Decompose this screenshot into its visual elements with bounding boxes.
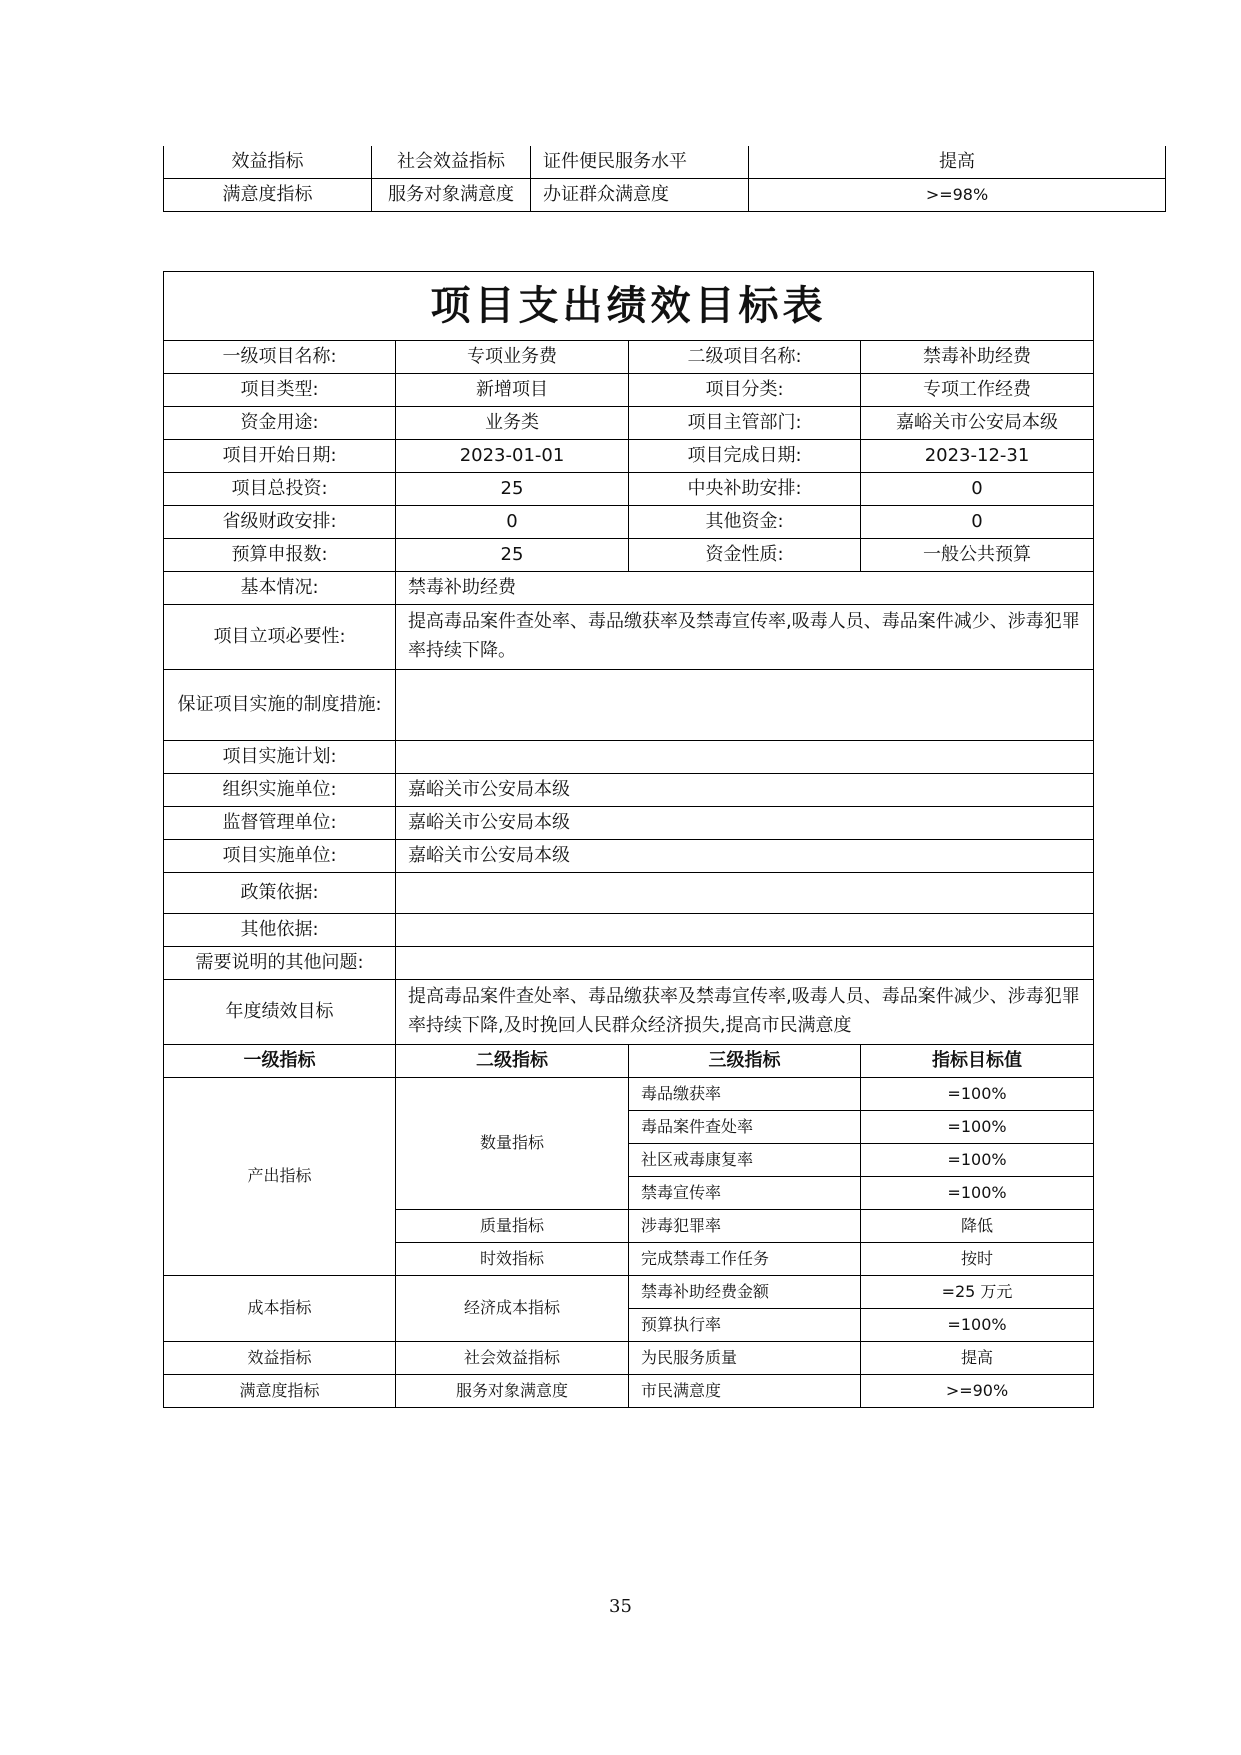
field-label: 组织实施单位: <box>164 774 396 807</box>
cell: 满意度指标 <box>164 179 372 212</box>
field-value: 禁毒补助经费 <box>861 341 1094 374</box>
field-label: 省级财政安排: <box>164 506 396 539</box>
field-value: 一般公共预算 <box>861 539 1094 572</box>
field-value: 禁毒补助经费 <box>396 572 1094 605</box>
indicator-name: 为民服务质量 <box>629 1342 861 1375</box>
table-row <box>164 473 1094 506</box>
cell: 社会效益指标 <box>372 146 531 179</box>
field-label: 项目开始日期: <box>164 440 396 473</box>
indicator-subgroup: 经济成本指标 <box>396 1276 629 1342</box>
table-row <box>164 539 1094 572</box>
indicator-target: 降低 <box>861 1210 1094 1243</box>
table-row <box>164 807 1094 840</box>
field-value: 0 <box>861 473 1094 506</box>
field-label: 项目分类: <box>629 374 861 407</box>
cell: 提高 <box>749 146 1166 179</box>
table-row <box>164 1078 1094 1111</box>
column-header: 指标目标值 <box>861 1045 1094 1078</box>
column-header: 三级指标 <box>629 1045 861 1078</box>
field-value: 嘉峪关市公安局本级 <box>396 840 1094 873</box>
page-number: 35 <box>609 1596 632 1617</box>
field-value: 新增项目 <box>396 374 629 407</box>
indicator-group: 效益指标 <box>164 1342 396 1375</box>
indicator-group: 产出指标 <box>164 1078 396 1276</box>
field-value: 0 <box>861 506 1094 539</box>
table-row <box>164 1276 1094 1309</box>
form-title: 项目支出绩效目标表 <box>164 272 1094 341</box>
indicator-name: 毒品案件查处率 <box>629 1111 861 1144</box>
table-row <box>164 980 1094 1045</box>
indicator-group: 成本指标 <box>164 1276 396 1342</box>
field-value: 嘉峪关市公安局本级 <box>396 807 1094 840</box>
table-row <box>164 179 1166 212</box>
table-row <box>164 1375 1094 1408</box>
column-header: 二级指标 <box>396 1045 629 1078</box>
field-value <box>396 947 1094 980</box>
field-label: 资金用途: <box>164 407 396 440</box>
table-row <box>164 605 1094 670</box>
indicator-name: 禁毒补助经费金额 <box>629 1276 861 1309</box>
field-label: 监督管理单位: <box>164 807 396 840</box>
field-label: 其他资金: <box>629 506 861 539</box>
field-label: 其他依据: <box>164 914 396 947</box>
field-value: 业务类 <box>396 407 629 440</box>
indicator-target: =100% <box>861 1111 1094 1144</box>
field-value: 25 <box>396 539 629 572</box>
table-row <box>164 341 1094 374</box>
cell: 办证群众满意度 <box>531 179 749 212</box>
field-label: 中央补助安排: <box>629 473 861 506</box>
indicator-target: =25 万元 <box>861 1276 1094 1309</box>
field-label: 项目完成日期: <box>629 440 861 473</box>
cell: 证件便民服务水平 <box>531 146 749 179</box>
indicator-target: 提高 <box>861 1342 1094 1375</box>
cell: 服务对象满意度 <box>372 179 531 212</box>
field-label: 项目总投资: <box>164 473 396 506</box>
field-label: 预算申报数: <box>164 539 396 572</box>
field-value <box>396 741 1094 774</box>
field-value <box>396 670 1094 741</box>
field-label: 一级项目名称: <box>164 341 396 374</box>
cell: 效益指标 <box>164 146 372 179</box>
prev-indicator-table <box>163 146 1166 212</box>
indicator-subgroup: 社会效益指标 <box>396 1342 629 1375</box>
cell: >=98% <box>749 179 1166 212</box>
indicator-name: 市民满意度 <box>629 1375 861 1408</box>
indicator-name: 完成禁毒工作任务 <box>629 1243 861 1276</box>
field-label: 保证项目实施的制度措施: <box>164 670 396 741</box>
field-label: 年度绩效目标 <box>164 980 396 1045</box>
field-label: 项目实施计划: <box>164 741 396 774</box>
field-value <box>396 873 1094 914</box>
table-row <box>164 914 1094 947</box>
indicator-subgroup: 服务对象满意度 <box>396 1375 629 1408</box>
field-value: 嘉峪关市公安局本级 <box>861 407 1094 440</box>
table-row <box>164 741 1094 774</box>
table-row <box>164 840 1094 873</box>
field-label: 基本情况: <box>164 572 396 605</box>
indicator-target: =100% <box>861 1309 1094 1342</box>
field-label: 项目实施单位: <box>164 840 396 873</box>
indicator-target: =100% <box>861 1144 1094 1177</box>
field-label: 项目类型: <box>164 374 396 407</box>
field-value: 0 <box>396 506 629 539</box>
table-row <box>164 670 1094 741</box>
indicator-group: 满意度指标 <box>164 1375 396 1408</box>
indicator-name: 涉毒犯罪率 <box>629 1210 861 1243</box>
indicator-name: 预算执行率 <box>629 1309 861 1342</box>
indicator-target: =100% <box>861 1078 1094 1111</box>
table-row <box>164 374 1094 407</box>
column-header: 一级指标 <box>164 1045 396 1078</box>
indicator-subgroup: 质量指标 <box>396 1210 629 1243</box>
field-label: 项目立项必要性: <box>164 605 396 670</box>
field-value: 2023-01-01 <box>396 440 629 473</box>
indicator-subgroup: 数量指标 <box>396 1078 629 1210</box>
field-value: 嘉峪关市公安局本级 <box>396 774 1094 807</box>
field-label: 需要说明的其他问题: <box>164 947 396 980</box>
indicator-target: =100% <box>861 1177 1094 1210</box>
indicator-subgroup: 时效指标 <box>396 1243 629 1276</box>
indicator-target: 按时 <box>861 1243 1094 1276</box>
field-label: 项目主管部门: <box>629 407 861 440</box>
table-row <box>164 873 1094 914</box>
table-row <box>164 774 1094 807</box>
table-row <box>164 440 1094 473</box>
table-row <box>164 947 1094 980</box>
field-value: 专项业务费 <box>396 341 629 374</box>
field-label: 政策依据: <box>164 873 396 914</box>
field-value: 提高毒品案件查处率、毒品缴获率及禁毒宣传率,吸毒人员、毒品案件减少、涉毒犯罪率持续下降,及时挽回人民群众经济损失,提高市民满意度 <box>396 980 1094 1045</box>
field-value <box>396 914 1094 947</box>
table-row <box>164 1342 1094 1375</box>
field-value: 2023-12-31 <box>861 440 1094 473</box>
indicator-name: 禁毒宣传率 <box>629 1177 861 1210</box>
table-row <box>164 407 1094 440</box>
field-value: 专项工作经费 <box>861 374 1094 407</box>
table-row <box>164 572 1094 605</box>
indicator-header-row <box>164 1045 1094 1078</box>
performance-target-table <box>163 271 1094 1408</box>
table-row <box>164 146 1166 179</box>
indicator-name: 毒品缴获率 <box>629 1078 861 1111</box>
indicator-target: >=90% <box>861 1375 1094 1408</box>
table-row <box>164 506 1094 539</box>
indicator-name: 社区戒毒康复率 <box>629 1144 861 1177</box>
field-label: 资金性质: <box>629 539 861 572</box>
field-label: 二级项目名称: <box>629 341 861 374</box>
field-value: 提高毒品案件查处率、毒品缴获率及禁毒宣传率,吸毒人员、毒品案件减少、涉毒犯罪率持续下降。 <box>396 605 1094 670</box>
field-value: 25 <box>396 473 629 506</box>
